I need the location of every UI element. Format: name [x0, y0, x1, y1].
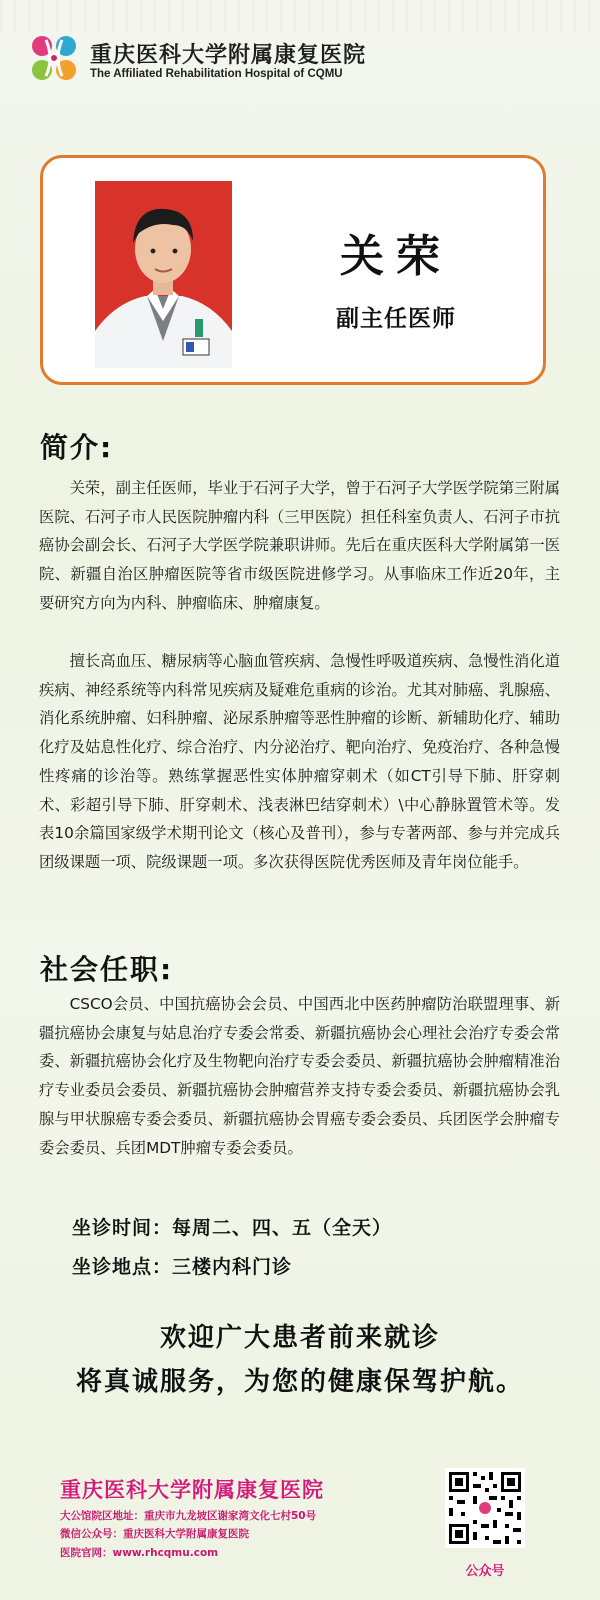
- hospital-name-english: The Affiliated Rehabilitation Hospital of CQMU: [90, 68, 343, 80]
- doctor-title: 副主任医师: [336, 306, 456, 332]
- intro-paragraph-2: 擅长高血压、糖尿病等心脑血管疾病、急慢性呼吸道疾病、急慢性消化道疾病、神经系统等内科常见疾病及疑难危重病的诊治。尤其对肺癌、乳腺癌、消化系统肿瘤、妇科肿瘤、泌尿系肿瘤等恶性肿瘤的诊断、新辅助化疗、辅助化疗及姑息性化疗、综合治疗、内分泌治疗、靶向治疗、免疫治疗、各种急慢性疼痛的诊治等。熟练掌握恶性实体肿瘤穿刺术（如CT引导下肺、肝穿刺术、彩超引导下肺、肝穿刺术、浅表淋巴结穿刺术）\中心静脉置管术等。发表10余篇国家级学术期刊论文（核心及普刊），参与专著两部、参与并完成兵团级课题一项、院级课题一项。多次获得医院优秀医师及青年岗位能手。: [39, 652, 560, 871]
- doctor-portrait-photo: [95, 181, 232, 368]
- top-decorative-pattern: [0, 0, 600, 30]
- hospital-name-chinese: 重庆医科大学附属康复医院: [90, 42, 367, 68]
- welcome-line-1: 欢迎广大患者前来就诊: [159, 1323, 440, 1353]
- clinic-location: 坐诊地点：三楼内科门诊: [72, 1256, 293, 1278]
- footer-wechat: 微信公众号：重庆医科大学附属康复医院: [60, 1528, 249, 1540]
- social-heading: 社会任职:: [40, 953, 174, 986]
- hospital-header: [28, 28, 428, 90]
- footer-hospital-name: 重庆医科大学附属康复医院: [60, 1478, 324, 1502]
- footer-website: 医院官网：www.rhcqmu.com: [60, 1547, 219, 1559]
- doctor-name: 关荣: [340, 231, 452, 282]
- qr-code-label: 公众号: [465, 1564, 505, 1579]
- clinic-time: 坐诊时间：每周二、四、五（全天）: [72, 1217, 393, 1239]
- intro-heading: 简介:: [40, 431, 114, 464]
- welcome-line-2: 将真诚服务，为您的健康保驾护航。: [75, 1367, 524, 1397]
- footer-address: 大公馆院区地址：重庆市九龙坡区谢家湾文化七村50号: [60, 1510, 317, 1522]
- social-positions-text: CSCO会员、中国抗癌协会会员、中国西北中医药肿瘤防治联盟理事、新疆抗癌协会康复与姑息治疗专委会常委、新疆抗癌协会心理社会治疗专委会常委、新疆抗癌协会化疗及生物靶向治疗专委会委员、新疆抗癌协会肿瘤精准治疗专业委员会委员、新疆抗癌协会肿瘤营养支持专委会委员、新疆抗癌协会乳腺与甲状腺癌专委会委员、新疆抗癌协会胃癌专委会委员、兵团医学会肿瘤专委会委员、兵团MDT肿瘤专委会委员。: [39, 995, 560, 1157]
- intro-paragraph-1: 关荣，副主任医师，毕业于石河子大学，曾于石河子大学医学院第三附属医院、石河子市人民医院肿瘤内科（三甲医院）担任科室负责人、石河子市抗癌协会副会长、石河子大学医学院兼职讲师。先后在重庆医科大学附属第一医院、新疆自治区肿瘤医院等省市级医院进修学习。从事临床工作近20年，主要研究方向为内科、肿瘤临床、肿瘤康复。: [39, 479, 560, 612]
- hospital-logo-icon: [28, 32, 80, 84]
- doctor-profile-card: [40, 155, 546, 385]
- qr-code-icon: [445, 1468, 525, 1548]
